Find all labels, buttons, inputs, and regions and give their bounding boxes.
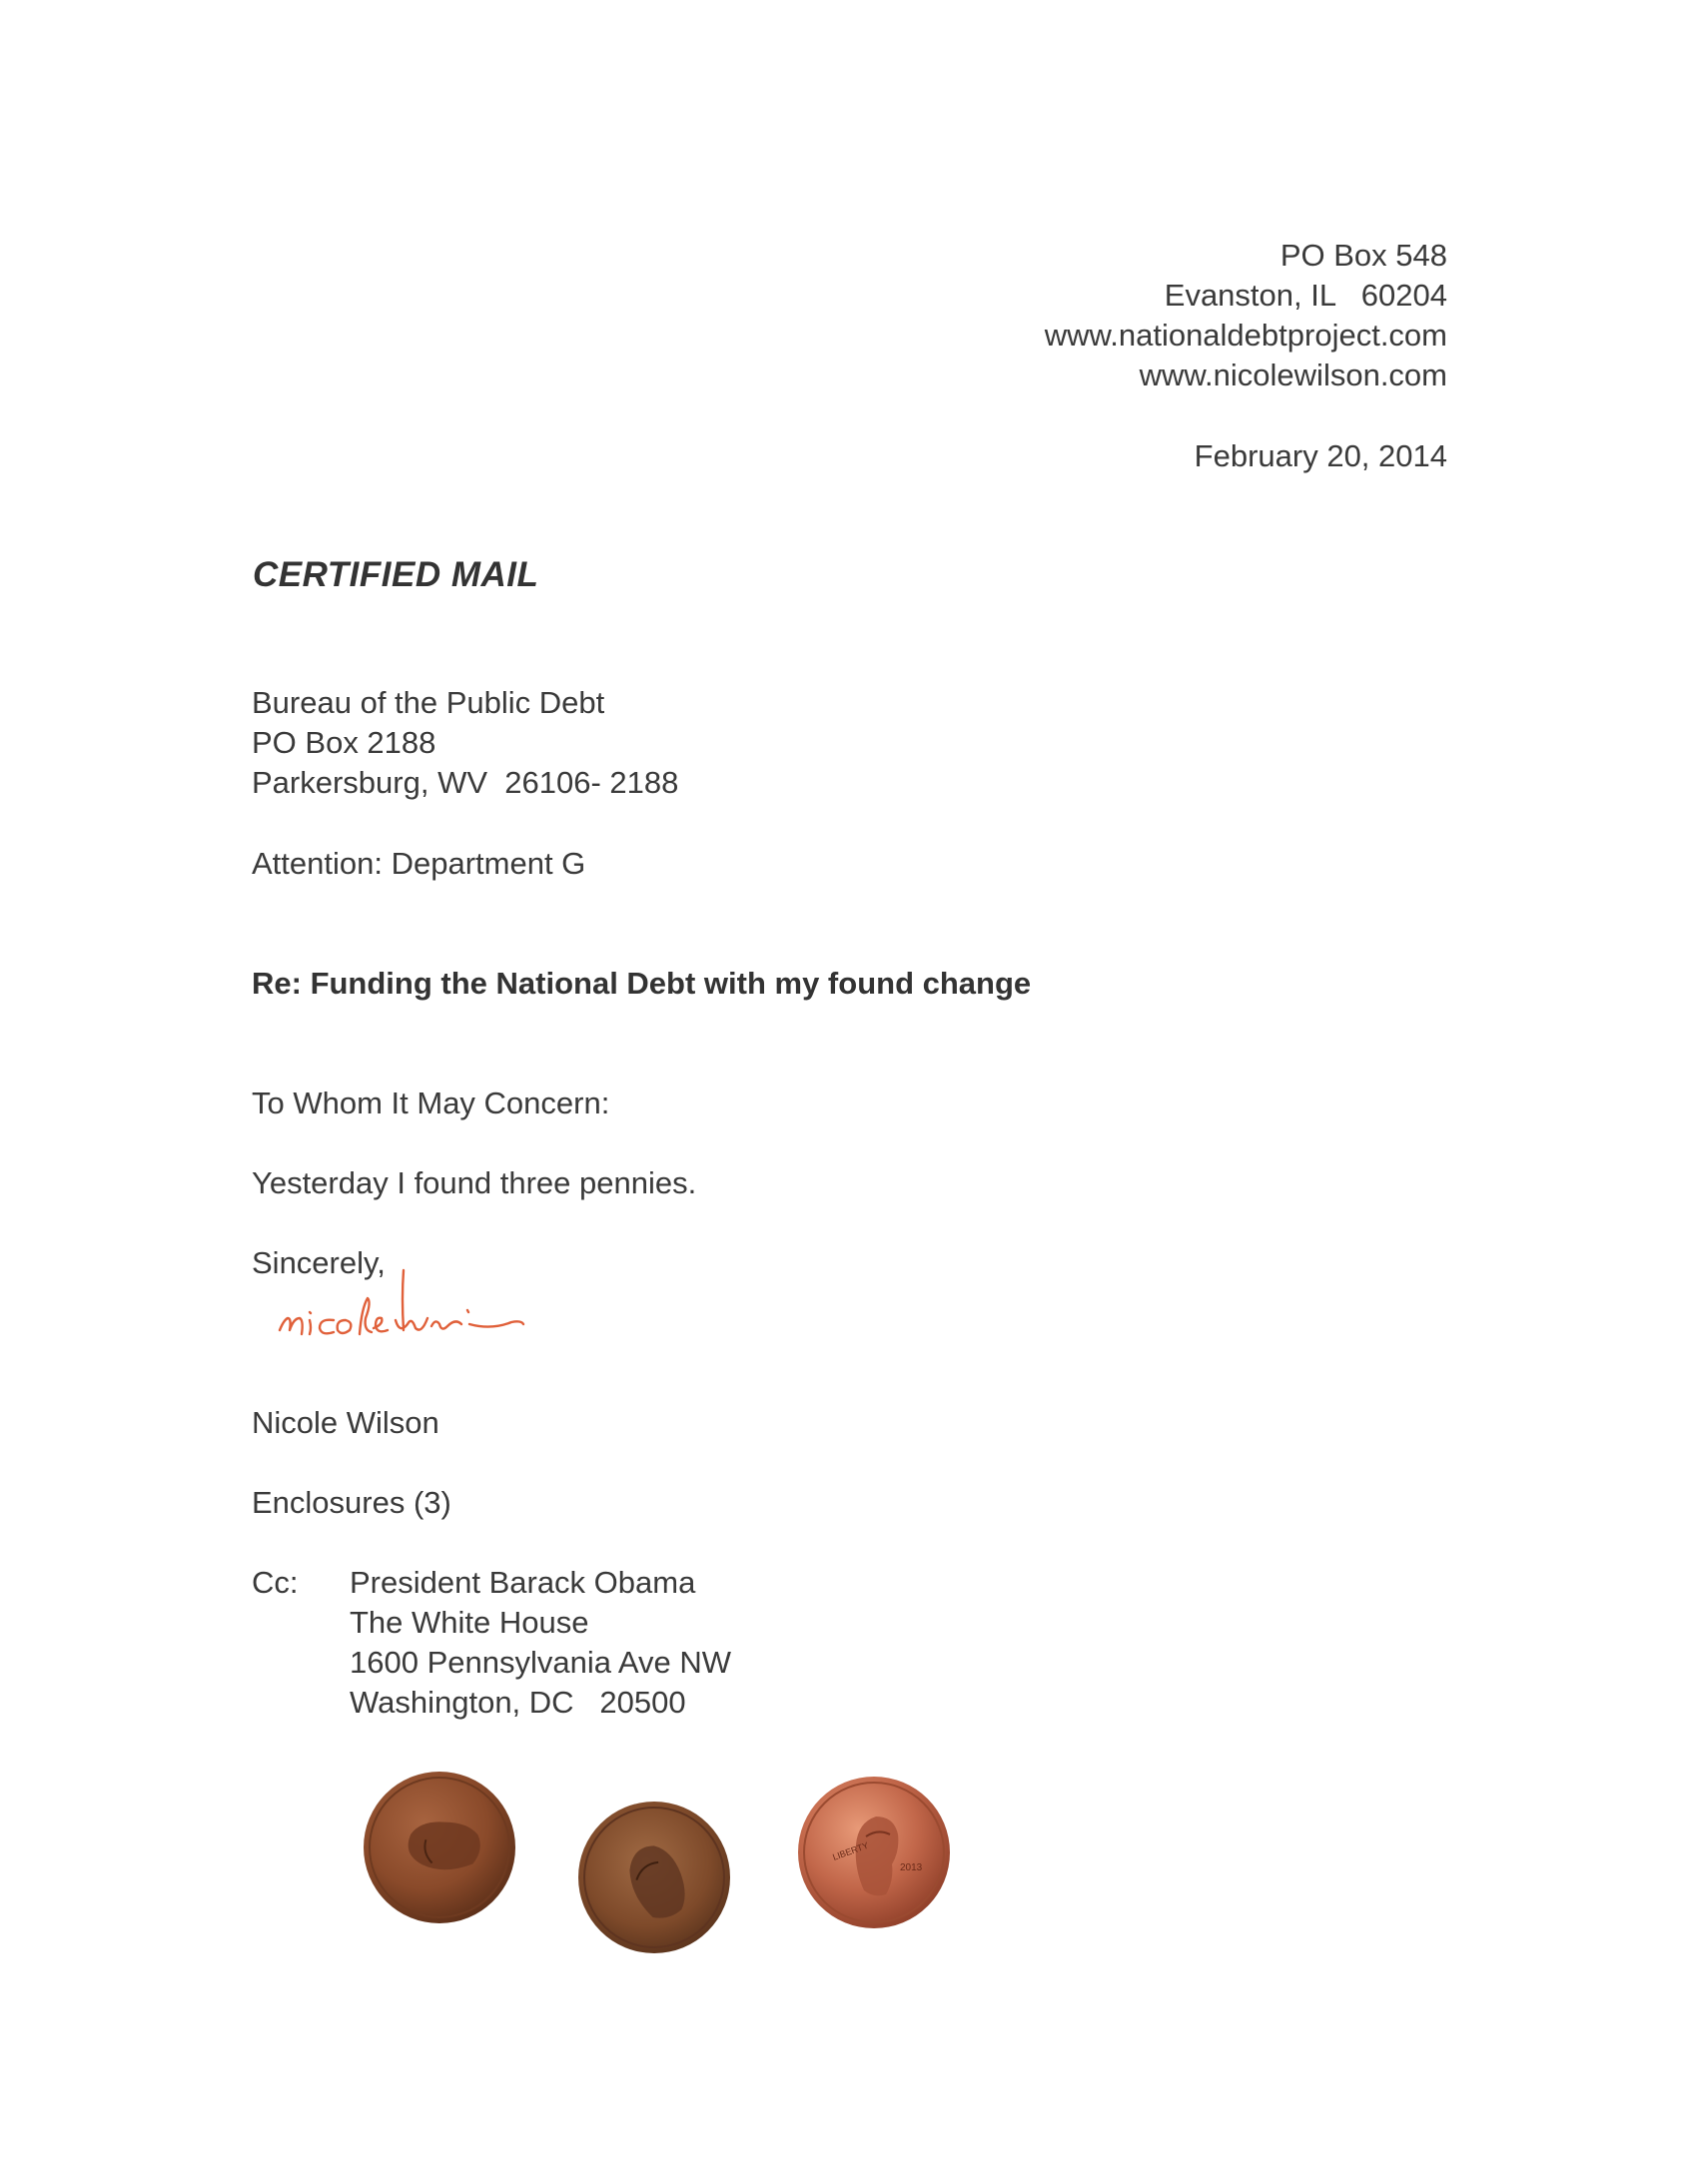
enclosed-pennies [340, 1768, 979, 1967]
cc-recipient-name: President Barack Obama [350, 1565, 696, 1600]
penny-coin-icon [360, 1768, 519, 1927]
cc-city-state-zip: Washington, DC 20500 [350, 1685, 686, 1720]
penny-coin-icon [794, 1773, 954, 1932]
sender-po-box: PO Box 548 [1279, 238, 1447, 273]
cc-street: 1600 Pennsylvania Ave NW [350, 1645, 731, 1680]
sender-address-block [1045, 236, 1447, 395]
cc-address-block [350, 1563, 731, 1723]
subject-line: Re: Funding the National Debt with my found change [252, 966, 1032, 1001]
sender-website-1: www.nationaldebtproject.com [1044, 318, 1447, 353]
attention-line: Attention: Department G [252, 846, 586, 881]
recipient-po-box: PO Box 2188 [252, 725, 436, 760]
closing: Sincerely, [252, 1245, 386, 1280]
penny-coin-icon [574, 1798, 734, 1957]
signer-name: Nicole Wilson [252, 1405, 439, 1440]
letter-body: Yesterday I found three pennies. [252, 1165, 697, 1200]
sender-website-2: www.nicolewilson.com [1139, 358, 1447, 392]
recipient-address-block [252, 683, 678, 803]
coin-liberty-text: LIBERTY [831, 1839, 870, 1862]
handwritten-signature-icon [272, 1268, 611, 1373]
certified-mail-heading: CERTIFIED MAIL [253, 555, 539, 594]
cc-recipient-org: The White House [350, 1605, 589, 1640]
letter-date: February 20, 2014 [1194, 438, 1447, 473]
sender-city-state-zip: Evanston, IL 60204 [1164, 278, 1447, 313]
coin-year-text: 2013 [900, 1862, 923, 1873]
cc-label: Cc: [252, 1565, 299, 1600]
enclosures-note: Enclosures (3) [252, 1485, 451, 1520]
recipient-city-state-zip: Parkersburg, WV 26106- 2188 [252, 765, 679, 800]
salutation: To Whom It May Concern: [252, 1086, 610, 1120]
recipient-name: Bureau of the Public Debt [252, 685, 605, 720]
